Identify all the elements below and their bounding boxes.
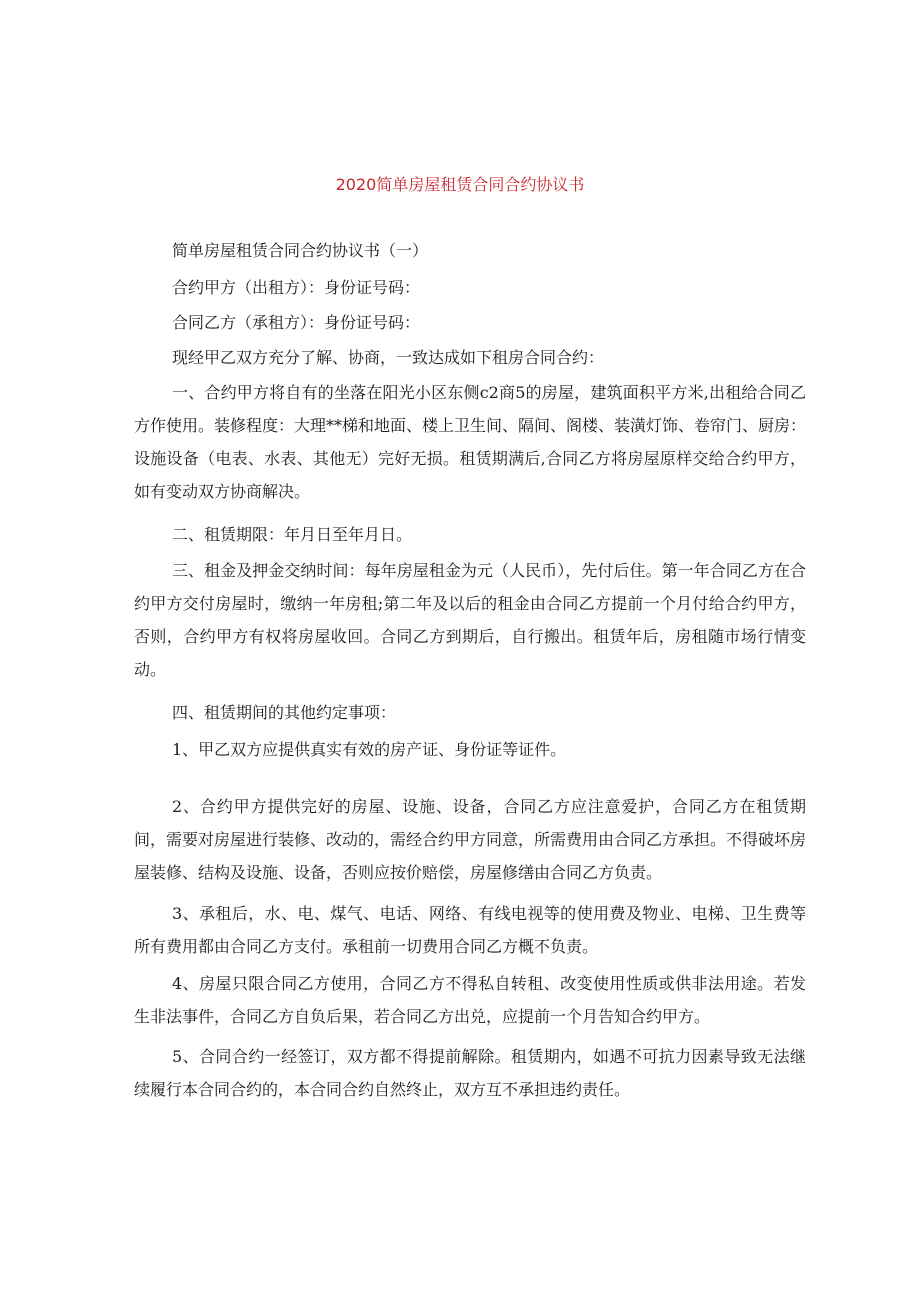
clause-2-paragraph: 二、租赁期限：年月日至年月日。 <box>172 525 413 544</box>
party-a-paragraph: 合约甲方（出租方）：身份证号码： <box>172 278 421 297</box>
item-2-paragraph: 2、合约甲方提供完好的房屋、设施、设备，合同乙方应注意爱护，合同乙方在租赁期间，需要对房屋进行装修、改动的，需经合约甲方同意，所需费用由合同乙方承担。不得破坏房屋装修、结构及设施、设备，否则应按价赔偿，房屋修缮由合同乙方负责。 <box>134 797 807 882</box>
item-3-paragraph: 3、承租后，水、电、煤气、电话、网络、有线电视等的使用费及物业、电梯、卫生费等所有费用都由合同乙方支付。承租前一切费用合同乙方概不负责。 <box>134 904 806 956</box>
clause-1-paragraph: 一、合约甲方将自有的坐落在阳光小区东侧c2商5的房屋，建筑面积平方米,出租给合同乙方作使用。装修程度：大理**梯和地面、楼上卫生间、隔间、阁楼、装潢灯饰、卷帘门、厨房：设施设备（电表、水表、其他无）完好无损。租赁期满后,合同乙方将房屋原样交给合约甲方，如有变动双方协商解决。 <box>134 383 807 501</box>
item-4-paragraph: 4、房屋只限合同乙方使用，合同乙方不得私自转租、改变使用性质或供非法用途。若发生非法事件，合同乙方自负后果，若合同乙方出兑，应提前一个月告知合约甲方。 <box>134 974 806 1026</box>
item-1-paragraph: 1、甲乙双方应提供真实有效的房产证、身份证等证件。 <box>172 740 567 759</box>
clause-3-paragraph: 三、租金及押金交纳时间：每年房屋租金为元（人民币），先付后住。第一年合同乙方在合约甲方交付房屋时，缴纳一年房租;第二年及以后的租金由合同乙方提前一个月付给合约甲方，否则，合约甲方有权将房屋收回。合同乙方到期后，自行搬出。租赁年后，房租随市场行情变动。 <box>134 561 806 679</box>
clause-4-heading: 四、租赁期间的其他约定事项： <box>172 703 397 722</box>
subtitle-paragraph: 简单房屋租赁合同合约协议书（一） <box>172 241 429 260</box>
party-b-paragraph: 合同乙方（承租方）：身份证号码： <box>172 313 421 332</box>
item-5-paragraph: 5、合同合约一经签订，双方都不得提前解除。租赁期内，如遇不可抗力因素导致无法继续履行本合同合约的，本合同合约自然终止，双方互不承担违约责任。 <box>134 1047 806 1099</box>
intro-paragraph: 现经甲乙双方充分了解、协商，一致达成如下租房合同合约： <box>172 348 605 367</box>
document-title: 2020简单房屋租赁合同合约协议书 <box>335 175 585 194</box>
